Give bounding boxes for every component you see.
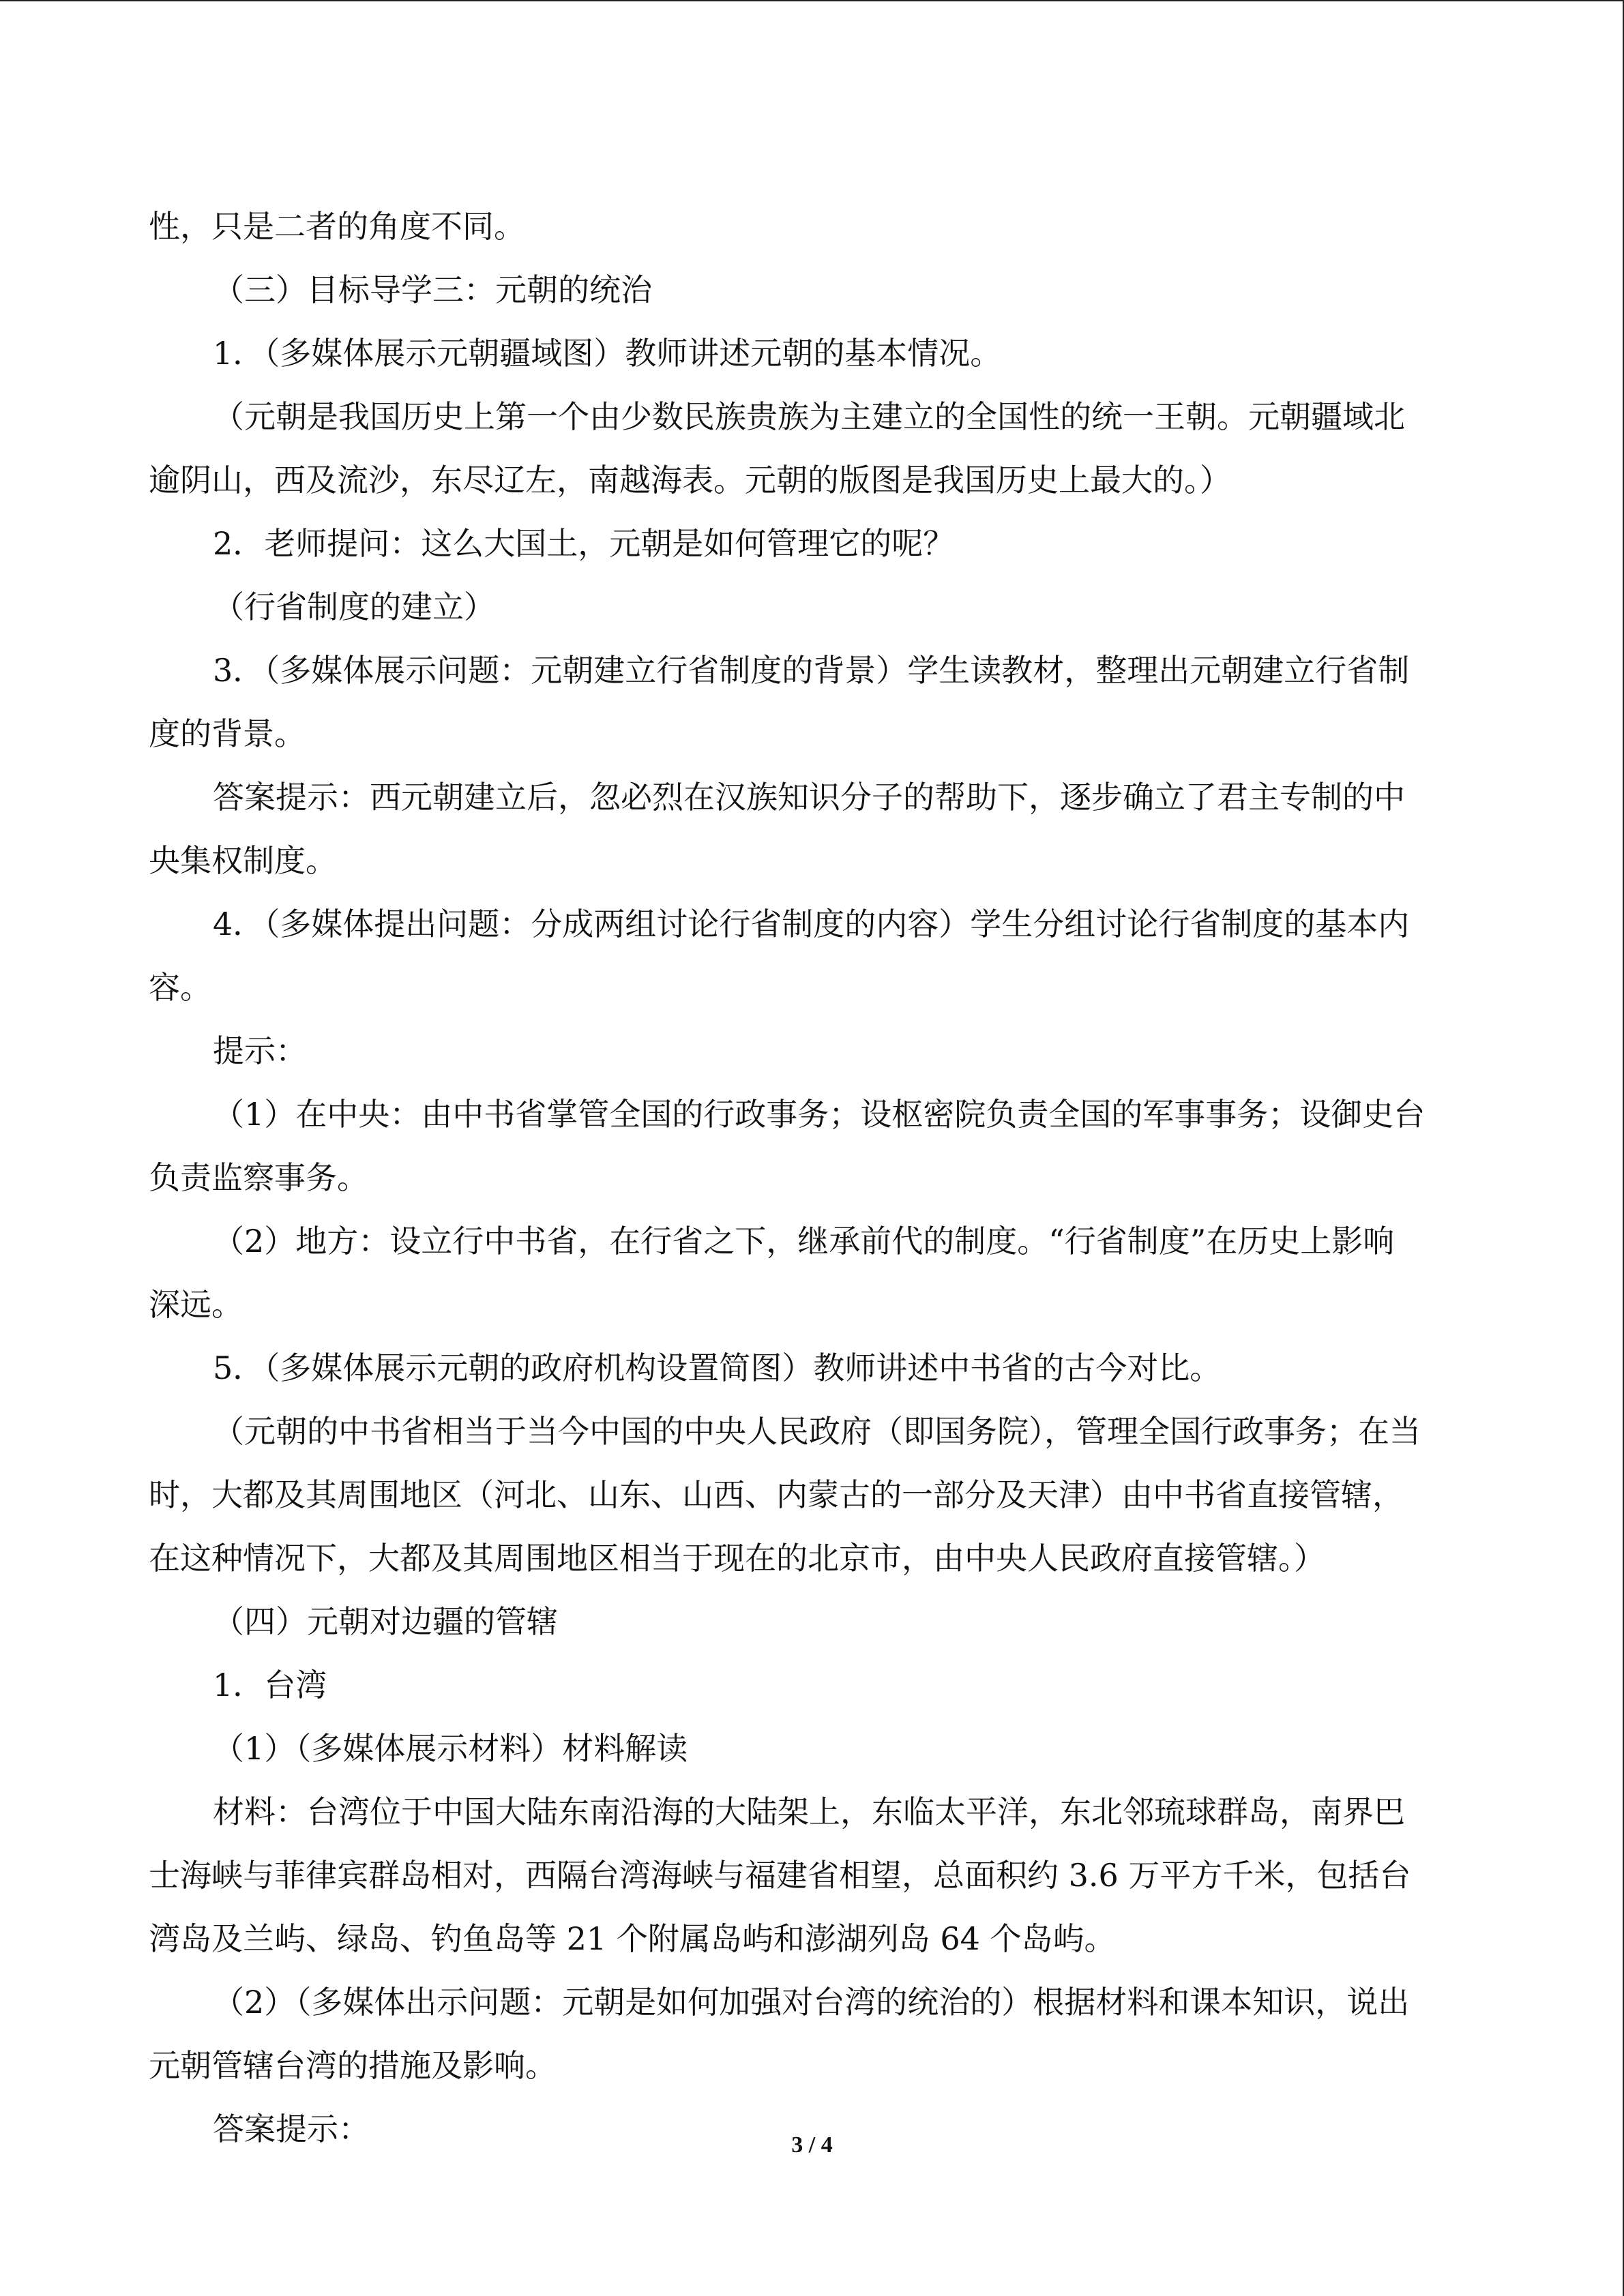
paragraph-line: （元朝的中书省相当于当今中国的中央人民政府（即国务院），管理全国行政事务；在当 <box>213 1413 1421 1450</box>
paragraph-line: （1）（多媒体展示材料）材料解读 <box>213 1730 688 1767</box>
paragraph-line: （2）（多媒体出示问题：元朝是如何加强对台湾的统治的）根据材料和课本知识，说出 <box>213 1984 1410 2021</box>
paragraph-line: 材料：台湾位于中国大陆东南沿海的大陆架上，东临太平洋，东北邻琉球群岛，南界巴 <box>213 1793 1405 1830</box>
paragraph-line: 3．（多媒体展示问题：元朝建立行省制度的背景）学生读教材，整理出元朝建立行省制 <box>213 652 1410 689</box>
paragraph-line: 士海峡与菲律宾群岛相对，西隔台湾海峡与福建省相望，总面积约 3.6 万平方千米，包括台 <box>149 1857 1411 1894</box>
paragraph-line: 负责监察事务。 <box>149 1159 368 1196</box>
paragraph-line: 5．（多媒体展示元朝的政府机构设置简图）教师讲述中书省的古今对比。 <box>213 1350 1222 1386</box>
page-number: 3 / 4 <box>791 2132 833 2158</box>
paragraph-line: 央集权制度。 <box>149 842 337 879</box>
paragraph-line: （元朝是我国历史上第一个由少数民族贵族为主建立的全国性的统一王朝。元朝疆域北 <box>213 398 1405 435</box>
paragraph-line: 深远。 <box>149 1286 243 1323</box>
paragraph-line: 1．（多媒体展示元朝疆域图）教师讲述元朝的基本情况。 <box>213 335 1002 372</box>
paragraph-line: 答案提示：西元朝建立后，忽必烈在汉族知识分子的帮助下，逐步确立了君主专制的中 <box>213 779 1405 816</box>
section-heading: （三）目标导学三：元朝的统治 <box>213 271 652 308</box>
paragraph-line: 时，大都及其周围地区（河北、山东、山西、内蒙古的一部分及天津）由中书省直接管辖， <box>149 1476 1404 1513</box>
paragraph-line: 湾岛及兰屿、绿岛、钓鱼岛等 21 个附属岛屿和澎湖列岛 64 个岛屿。 <box>149 1920 1116 1957</box>
paragraph-line: 2．老师提问：这么大国土，元朝是如何管理它的呢？ <box>213 525 955 562</box>
paragraph-line: 性，只是二者的角度不同。 <box>149 208 525 245</box>
paragraph-line: （2）地方：设立行中书省，在行省之下，继承前代的制度。“行省制度”在历史上影响 <box>213 1223 1395 1259</box>
paragraph-line: 元朝管辖台湾的措施及影响。 <box>149 2047 557 2084</box>
paragraph-line: 答案提示： <box>213 2111 370 2147</box>
paragraph-line: 在这种情况下，大都及其周围地区相当于现在的北京市，由中央人民政府直接管辖。） <box>149 1540 1325 1577</box>
paragraph-line: 提示： <box>213 1032 307 1069</box>
paragraph-line: 1．台湾 <box>213 1667 327 1703</box>
paragraph-line: 度的背景。 <box>149 715 306 752</box>
paragraph-line: （1）在中央：由中书省掌管全国的行政事务；设枢密院负责全国的军事事务；设御史台 <box>213 1096 1426 1133</box>
paragraph-line: 容。 <box>149 969 211 1006</box>
paragraph-line: （行省制度的建立） <box>213 588 495 625</box>
section-heading: （四）元朝对边疆的管辖 <box>213 1603 558 1640</box>
paragraph-line: 4．（多媒体提出问题：分成两组讨论行省制度的内容）学生分组讨论行省制度的基本内 <box>213 906 1410 942</box>
paragraph-line: 逾阴山，西及流沙，东尽辽左，南越海表。元朝的版图是我国历史上最大的。） <box>149 462 1231 498</box>
